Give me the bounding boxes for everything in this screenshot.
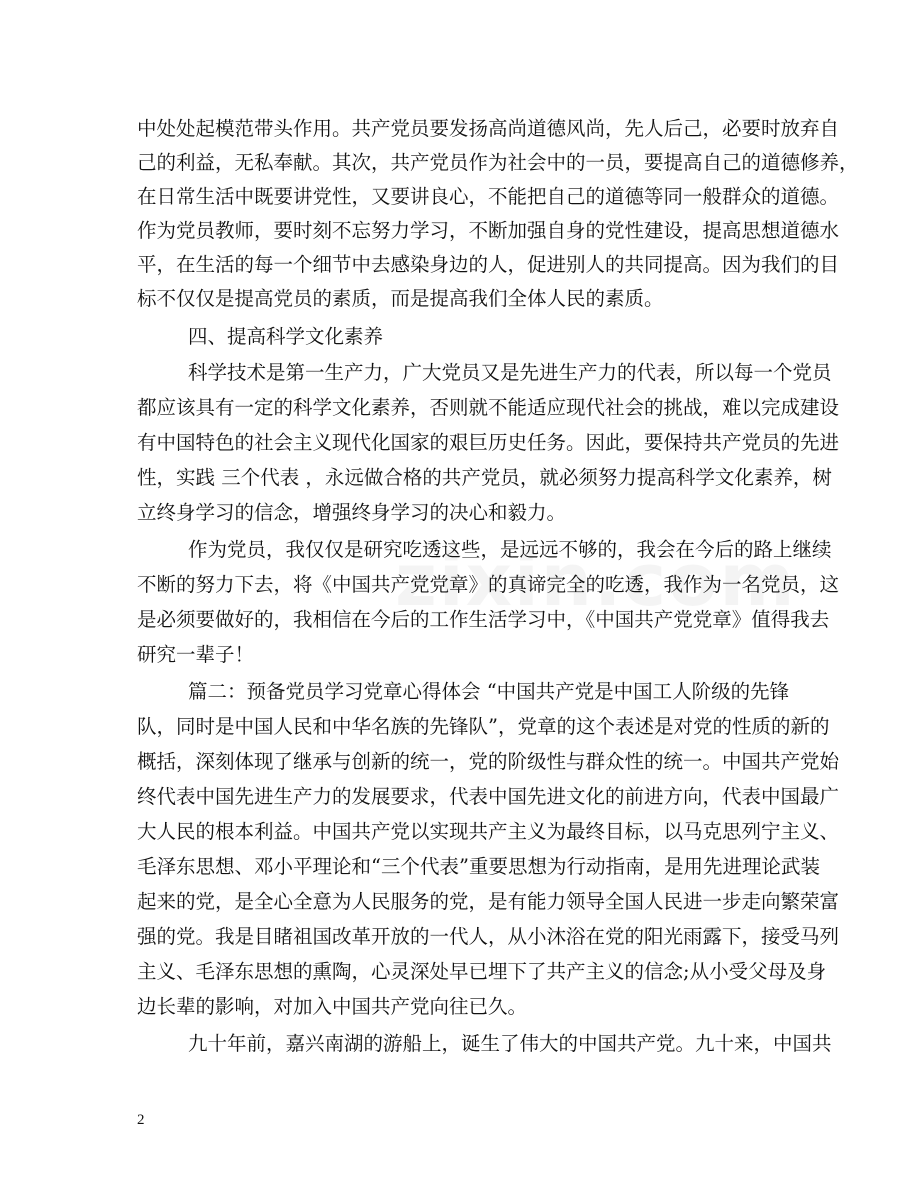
text-line: 立终身学习的信念，增强终身学习的决心和毅力。 bbox=[137, 501, 567, 524]
text-line: 终代表中国先进生产力的发展要求，代表中国先进文化的前进方向，代表中国最广 bbox=[137, 785, 840, 808]
page-number: 2 bbox=[137, 1112, 145, 1128]
text-line: 九十年前，嘉兴南湖的游船上，诞生了伟大的中国共产党。九十来，中国共 bbox=[188, 1032, 832, 1055]
text-line: 都应该具有一定的科学文化素养，否则就不能适应现代社会的挑战，难以完成建设 bbox=[137, 396, 840, 419]
text-line: 性，实践 三个代表 ，永远做合格的共产党员，就必须努力提高科学文化素养，树 bbox=[137, 466, 832, 489]
text-line: 队，同时是中国人民和中华名族的先锋队”，党章的这个表述是对党的性质的新的 bbox=[137, 715, 830, 738]
text-line: 强的党。我是目睹祖国改革开放的一代人，从小沐浴在党的阳光雨露下，接受马列 bbox=[137, 925, 840, 948]
text-line: 毛泽东思想、邓小平理论和“三个代表”重要思想为行动指南，是用先进理论武装 bbox=[137, 855, 820, 878]
text-line: 大人民的根本利益。中国共产党以实现共产主义为最终目标，以马克思列宁主义、 bbox=[137, 820, 840, 843]
text-line: 己的利益，无私奉献。其次，共产党员作为社会中的一员，要提高自己的道德修养， bbox=[137, 151, 859, 174]
text-line: 概括，深刻体现了继承与创新的统一，党的阶级性与群众性的统一。中国共产党始 bbox=[137, 750, 840, 773]
text-line: 作为党员教师，要时刻不忘努力学习，不断加强自身的党性建设，提高思想道德水 bbox=[137, 219, 840, 242]
text-line: 不断的努力下去，将《中国共产党党章》的真谛完全的吃透，我作为一名党员，这 bbox=[137, 573, 840, 596]
text-line: 是必须要做好的，我相信在今后的工作生活学习中，《中国共产党党章》值得我去 bbox=[137, 608, 830, 631]
text-line: 科学技术是第一生产力，广大党员又是先进生产力的代表，所以每一个党员 bbox=[188, 361, 832, 384]
text-line: 边长辈的影响，对加入中国共产党向往已久。 bbox=[137, 995, 528, 1018]
text-line: 中处处起模范带头作用。共产党员要发扬高尚道德风尚，先人后己，必要时放弃自 bbox=[137, 117, 840, 140]
text-line: 标不仅仅是提高党员的素质，而是提高我们全体人民的素质。 bbox=[137, 287, 664, 310]
section-heading: 四、提高科学文化素养 bbox=[188, 325, 384, 348]
text-line: 在日常生活中既要讲党性，又要讲良心，不能把自己的道德等同一般群众的道德。 bbox=[137, 185, 840, 208]
text-line: 篇二：预备党员学习党章心得体会 “中国共产党是中国工人阶级的先锋 bbox=[188, 680, 790, 703]
text-line: 平，在生活的每一个细节中去感染身边的人，促进别人的共同提高。因为我们的目 bbox=[137, 253, 840, 276]
text-line: 有中国特色的社会主义现代化国家的艰巨历史任务。因此，要保持共产党员的先进 bbox=[137, 431, 840, 454]
text-line: 起来的党，是全心全意为人民服务的党，是有能力领导全国人民进一步走向繁荣富 bbox=[137, 890, 840, 913]
text-line: 研究一辈子！ bbox=[137, 643, 255, 666]
text-line: 主义、毛泽东思想的熏陶，心灵深处早已埋下了共产主义的信念;从小受父母及身 bbox=[137, 960, 827, 983]
text-line: 作为党员，我仅仅是研究吃透这些，是远远不够的，我会在今后的路上继续 bbox=[188, 538, 832, 561]
